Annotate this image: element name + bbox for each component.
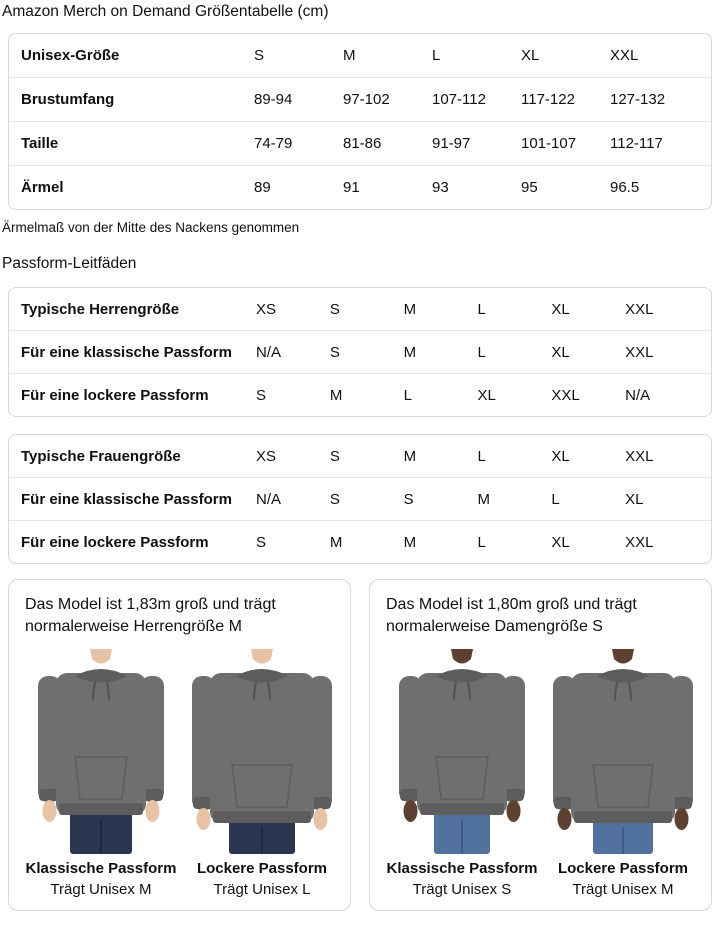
size-value: 81-86 (343, 135, 382, 152)
size-value: XS (256, 447, 277, 465)
size-value: S (254, 47, 265, 64)
hoodie-model-illustration (548, 649, 698, 854)
size-value: 107-112 (432, 91, 486, 108)
fit-caption: Klassische Passform (25, 859, 177, 877)
figure-classic-fit (21, 649, 181, 898)
model-cards (8, 579, 712, 911)
size-value: XL (551, 343, 570, 361)
size-value: L (477, 533, 486, 551)
size-value: 74-79 (254, 135, 293, 152)
model-photo (26, 649, 176, 854)
row-label: Ärmel (21, 179, 64, 196)
size-value: N/A (256, 490, 282, 508)
row-label: Typische Frauengröße (21, 447, 181, 465)
row-label: Typische Herrengröße (21, 300, 180, 318)
womens-fit-table (8, 434, 712, 564)
model-card-men (8, 579, 351, 911)
figure-loose-fit (182, 649, 342, 898)
size-value: XL (625, 490, 644, 508)
size-value: M (403, 447, 417, 465)
size-value: S (256, 386, 267, 404)
size-value: S (329, 490, 340, 508)
size-value: L (477, 343, 486, 361)
size-value: XL (551, 447, 570, 465)
size-caption: Trägt Unisex M (50, 880, 152, 898)
hoodie-model-illustration (387, 649, 537, 854)
table-row (9, 477, 711, 520)
model-photo (387, 649, 537, 854)
page-title: Amazon Merch on Demand Größentabelle (cm) (2, 3, 329, 20)
size-value: L (477, 447, 486, 465)
size-value: XL (551, 533, 570, 551)
size-value: XXL (625, 300, 654, 318)
size-value: 97-102 (343, 91, 390, 108)
size-value: M (343, 47, 356, 64)
row-label: Für eine lockere Passform (21, 533, 209, 551)
size-value: 89 (254, 179, 271, 196)
size-value: XL (551, 300, 570, 318)
model-card-women (369, 579, 712, 911)
size-value: XL (477, 386, 496, 404)
figure-classic-fit (382, 649, 542, 898)
figure-row (21, 649, 342, 898)
size-value: S (256, 533, 267, 551)
size-value: XXL (551, 386, 580, 404)
size-value: L (477, 300, 486, 318)
table-row (9, 373, 711, 416)
size-value: M (477, 490, 490, 508)
size-value: 112-117 (610, 135, 663, 152)
size-value: S (329, 300, 340, 318)
table-row (9, 121, 711, 165)
hoodie-model-illustration (187, 649, 337, 854)
size-value: M (403, 300, 417, 318)
size-value: L (432, 47, 441, 64)
size-value: 91-97 (432, 135, 471, 152)
mens-fit-table (8, 287, 712, 417)
row-label: Brustumfang (21, 91, 115, 108)
model-description: Das Model ist 1,83m groß und trägt normalerweise Herrengröße M (25, 596, 276, 636)
size-value: 101-107 (521, 135, 577, 152)
size-value: M (403, 343, 417, 361)
fit-caption: Lockere Passform (557, 859, 689, 877)
figure-loose-fit (543, 649, 703, 898)
row-label: Taille (21, 135, 59, 152)
size-value: M (403, 533, 417, 551)
size-value: 96.5 (610, 179, 640, 196)
size-value: N/A (256, 343, 282, 361)
table-row (9, 520, 711, 563)
size-value: XL (521, 47, 540, 64)
table-row (9, 77, 711, 121)
figure-row (382, 649, 703, 898)
size-value: L (403, 386, 412, 404)
size-value: 89-94 (254, 91, 293, 108)
size-value: XXL (625, 343, 654, 361)
size-value: S (329, 447, 340, 465)
size-value: 95 (521, 179, 538, 196)
table-row (9, 288, 711, 330)
hoodie-model-illustration (26, 649, 176, 854)
size-value: N/A (625, 386, 651, 404)
size-value: XXL (610, 47, 639, 64)
size-value: XS (256, 300, 277, 318)
size-value: M (329, 386, 343, 404)
size-value: 117-122 (521, 91, 575, 108)
size-value: 127-132 (610, 91, 666, 108)
size-value: 91 (343, 179, 360, 196)
size-value: XXL (625, 533, 654, 551)
model-photo (187, 649, 337, 854)
table-row (9, 165, 711, 209)
table-row (9, 34, 711, 77)
size-value: S (403, 490, 414, 508)
fit-caption: Lockere Passform (196, 859, 328, 877)
size-value: L (551, 490, 560, 508)
unisex-size-table (8, 33, 712, 210)
fit-guides-heading: Passform-Leitfäden (2, 255, 137, 272)
size-value: M (329, 533, 343, 551)
size-value: 93 (432, 179, 449, 196)
model-photo (548, 649, 698, 854)
row-label: Für eine klassische Passform (21, 343, 232, 361)
sleeve-measurement-note: Ärmelmaß von der Mitte des Nackens genommen (2, 220, 300, 235)
row-label: Für eine lockere Passform (21, 386, 209, 404)
table-row (9, 435, 711, 477)
fit-caption: Klassische Passform (386, 859, 538, 877)
size-caption: Trägt Unisex M (572, 880, 674, 898)
size-value: XXL (625, 447, 654, 465)
model-description: Das Model ist 1,80m groß und trägt normalerweise Damengröße S (386, 596, 637, 636)
size-caption: Trägt Unisex S (412, 880, 512, 898)
size-value: S (329, 343, 340, 361)
row-label: Für eine klassische Passform (21, 490, 232, 508)
size-caption: Trägt Unisex L (213, 880, 311, 898)
row-label: Unisex-Größe (21, 47, 120, 64)
table-row (9, 330, 711, 373)
